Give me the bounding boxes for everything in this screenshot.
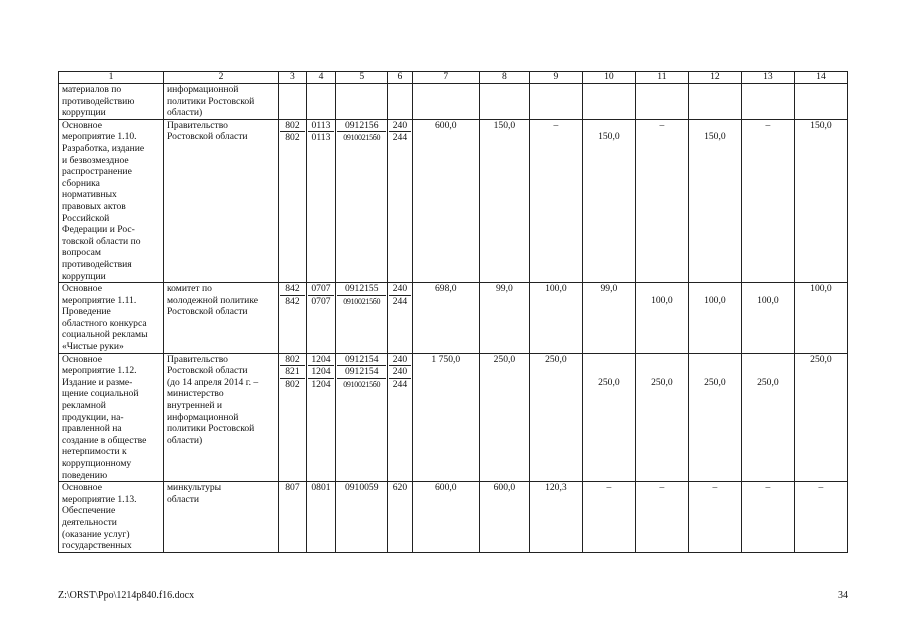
- cell-line: деятельности: [62, 516, 117, 528]
- amount-value: –: [765, 119, 771, 131]
- code-cell: [306, 482, 336, 553]
- amount-value: 150,0: [810, 119, 832, 131]
- code-line: 240: [389, 354, 410, 367]
- cell-line: областного конкурса: [62, 317, 147, 329]
- code-cell: [306, 283, 336, 354]
- code-cell: [336, 119, 388, 282]
- cell-line: вопросам: [62, 247, 101, 259]
- amount-cell: [412, 482, 479, 553]
- cell-line: информационной: [166, 84, 239, 95]
- amount-value: 698,0: [435, 283, 457, 295]
- code-cell: [336, 353, 388, 482]
- cell-line: Основное: [62, 119, 102, 131]
- code-cell: [336, 283, 388, 354]
- code-line: 802: [285, 378, 300, 390]
- code-line: 240: [389, 120, 410, 133]
- code-line: 802: [280, 354, 305, 367]
- code-line: 09100215б0: [343, 133, 381, 143]
- code-line: 09100215б0: [343, 296, 381, 306]
- amount-value: 100,0: [810, 283, 832, 295]
- table-body: [59, 84, 848, 553]
- col-header: 4: [306, 72, 336, 84]
- amount-cell: [688, 84, 741, 120]
- executor-cell: [163, 119, 278, 282]
- cell-line: поведению: [62, 469, 108, 481]
- amount-cell: [794, 119, 847, 282]
- amount-cell: [794, 84, 847, 120]
- cell-line: социальной рекламы: [62, 329, 148, 341]
- amount-cell: [688, 119, 741, 282]
- code-line: 0113: [308, 120, 335, 133]
- cell-line: коррупционному: [62, 458, 132, 469]
- budget-table: [58, 71, 848, 553]
- amount-value: 1 750,0: [431, 353, 461, 365]
- cell-line: Основное: [62, 482, 102, 494]
- code-cell: [306, 353, 336, 482]
- code-line: 244: [392, 295, 408, 307]
- cell-line: Проведение: [62, 306, 111, 318]
- code-line: 0801: [311, 482, 331, 494]
- amount-cell: [529, 119, 582, 282]
- amount-value: 100,0: [545, 283, 567, 295]
- cell-line: и безвозмездное: [62, 154, 129, 166]
- cell-line: мероприятие 1.13.: [62, 493, 137, 505]
- amount-cell: [635, 283, 688, 354]
- amount-value: 250,0: [810, 353, 832, 365]
- code-line: 0912156: [337, 120, 386, 133]
- cell-line: коррупции: [62, 107, 106, 119]
- cell-line: информационной: [166, 411, 239, 423]
- amount-cell: [635, 353, 688, 482]
- cell-line: правовых актов: [62, 200, 126, 212]
- cell-line: Правительство: [166, 119, 228, 131]
- page-number: 34: [838, 590, 848, 601]
- table-row: [59, 84, 848, 120]
- amount-value: 250,0: [493, 353, 516, 365]
- amount-cell: [582, 482, 635, 553]
- amount-cell: [479, 84, 529, 120]
- amount-cell: [582, 84, 635, 120]
- col-header: 9: [529, 72, 582, 84]
- executor-cell: [163, 84, 278, 120]
- cell-line: области: [166, 493, 200, 505]
- amount-value: 100,0: [757, 294, 779, 306]
- amount-cell: [479, 283, 529, 354]
- cell-line: политики Ростовской: [166, 95, 255, 107]
- code-cell: [388, 482, 412, 553]
- code-cell: [336, 84, 388, 120]
- amount-cell: [412, 283, 479, 354]
- amount-value: 150,0: [493, 119, 516, 131]
- amount-value: 100,0: [651, 294, 673, 306]
- code-line: 240: [389, 283, 410, 296]
- amount-cell: [688, 283, 741, 354]
- amount-cell: [741, 482, 794, 553]
- table-row: [59, 482, 848, 553]
- col-header: 8: [479, 72, 529, 84]
- cell-line: мероприятие 1.10.: [62, 131, 137, 143]
- amount-value: –: [712, 482, 718, 494]
- cell-line: государственных: [62, 540, 132, 552]
- cell-line: Разработка, издание: [62, 142, 145, 154]
- cell-line: рекламной: [62, 400, 106, 412]
- cell-line: продукции, на-: [62, 411, 124, 423]
- code-line: 0912155: [337, 283, 386, 296]
- executor-cell: [163, 283, 278, 354]
- cell-line: нетерпимости к: [62, 446, 127, 458]
- activity-cell: [59, 283, 164, 354]
- amount-value: 99,0: [600, 283, 618, 295]
- col-header: 3: [279, 72, 307, 84]
- cell-line: сборника: [62, 177, 100, 189]
- amount-cell: [412, 119, 479, 282]
- table-row: [59, 283, 848, 354]
- cell-line: нормативных: [62, 189, 117, 201]
- amount-value: –: [606, 482, 612, 494]
- code-line: 620: [392, 482, 408, 494]
- cell-line: Российской: [62, 212, 110, 224]
- code-cell: [388, 283, 412, 354]
- amount-cell: [529, 283, 582, 354]
- code-cell: [388, 353, 412, 482]
- col-header: 2: [163, 72, 278, 84]
- amount-cell: [741, 283, 794, 354]
- table-row: [59, 119, 848, 282]
- amount-cell: [794, 353, 847, 482]
- amount-cell: [635, 482, 688, 553]
- amount-value: 600,0: [435, 482, 457, 494]
- amount-cell: [479, 482, 529, 553]
- amount-cell: [412, 84, 479, 120]
- cell-line: Ростовской области: [166, 131, 248, 143]
- amount-cell: [741, 84, 794, 120]
- cell-line: «Чистые руки»: [62, 341, 124, 353]
- amount-cell: [479, 119, 529, 282]
- amount-cell: [529, 353, 582, 482]
- col-header: 13: [741, 72, 794, 84]
- code-line: 842: [280, 283, 305, 296]
- code-line: 802: [280, 120, 305, 133]
- cell-line: Правительство: [166, 353, 228, 365]
- header-row: [59, 72, 848, 84]
- code-cell: [279, 119, 307, 282]
- code-line: 802: [285, 132, 300, 144]
- code-line: 0910059: [344, 482, 379, 494]
- code-line: 09100215б0: [343, 379, 381, 389]
- amount-value: –: [765, 482, 771, 494]
- col-header: 1: [59, 72, 164, 84]
- cell-line: материалов по: [62, 84, 122, 95]
- cell-line: Основное: [62, 353, 102, 365]
- amount-value: 99,0: [496, 283, 513, 295]
- amount-cell: [479, 353, 529, 482]
- code-line: 0113: [311, 132, 331, 144]
- cell-line: щение социальной: [62, 388, 139, 400]
- amount-value: 250,0: [545, 353, 567, 365]
- amount-value: 250,0: [704, 376, 726, 388]
- amount-cell: [582, 283, 635, 354]
- amount-value: –: [659, 482, 665, 494]
- cell-line: (оказание услуг): [62, 528, 130, 540]
- amount-cell: [741, 119, 794, 282]
- table-row: [59, 353, 848, 482]
- code-line: 0912154: [337, 366, 386, 379]
- code-line: 0707: [311, 295, 331, 307]
- code-line: 842: [285, 295, 300, 307]
- amount-value: 600,0: [493, 482, 516, 494]
- cell-line: молодежной политике: [166, 294, 258, 306]
- cell-line: внутренней и: [166, 400, 223, 412]
- code-cell: [388, 119, 412, 282]
- amount-cell: [635, 84, 688, 120]
- col-header: 6: [388, 72, 412, 84]
- amount-cell: [688, 482, 741, 553]
- code-line: 240: [389, 366, 410, 379]
- amount-cell: [529, 482, 582, 553]
- cell-line: товской области по: [62, 235, 141, 247]
- amount-value: 150,0: [704, 131, 726, 143]
- amount-cell: [794, 482, 847, 553]
- amount-cell: [582, 353, 635, 482]
- amount-cell: [529, 84, 582, 120]
- cell-line: Федерации и Рос-: [62, 224, 135, 236]
- cell-line: коррупции: [62, 270, 106, 282]
- amount-value: –: [553, 119, 559, 131]
- cell-line: области): [166, 107, 203, 119]
- cell-line: мероприятие 1.11.: [62, 294, 137, 306]
- cell-line: противодействия: [62, 258, 132, 270]
- executor-cell: [163, 353, 278, 482]
- code-cell: [279, 482, 307, 553]
- activity-cell: [59, 84, 164, 120]
- cell-line: минкультуры: [166, 482, 222, 494]
- amount-value: 100,0: [704, 294, 726, 306]
- cell-line: Ростовской области: [166, 306, 248, 318]
- cell-line: Основное: [62, 283, 102, 295]
- col-header: 5: [336, 72, 388, 84]
- code-line: 244: [392, 132, 408, 144]
- cell-line: мероприятие 1.12.: [62, 365, 137, 377]
- amount-cell: [635, 119, 688, 282]
- cell-line: противодействию: [62, 95, 135, 107]
- amount-value: 150,0: [598, 131, 620, 143]
- code-cell: [279, 353, 307, 482]
- code-cell: [306, 84, 336, 120]
- file-path: Z:\ORST\Ppo\1214p840.f16.docx: [58, 590, 195, 601]
- code-line: 1204: [311, 378, 331, 390]
- code-line: 0912154: [337, 354, 386, 367]
- amount-cell: [741, 353, 794, 482]
- cell-line: распространение: [62, 166, 132, 178]
- amount-value: 250,0: [757, 376, 779, 388]
- amount-value: –: [818, 482, 824, 494]
- col-header: 7: [412, 72, 479, 84]
- code-cell: [306, 119, 336, 282]
- code-cell: [388, 84, 412, 120]
- cell-line: комитет по: [166, 283, 212, 295]
- activity-cell: [59, 482, 164, 553]
- amount-cell: [412, 353, 479, 482]
- code-line: 821: [280, 366, 305, 379]
- activity-cell: [59, 353, 164, 482]
- col-header: 12: [688, 72, 741, 84]
- cell-line: Ростовской области: [166, 365, 248, 377]
- amount-cell: [794, 283, 847, 354]
- col-header: 10: [582, 72, 635, 84]
- code-cell: [336, 482, 388, 553]
- code-line: 807: [285, 482, 300, 494]
- amount-value: 250,0: [598, 376, 620, 388]
- executor-cell: [163, 482, 278, 553]
- amount-value: 250,0: [651, 376, 673, 388]
- col-header: 14: [794, 72, 847, 84]
- amount-cell: [688, 353, 741, 482]
- amount-value: 120,3: [545, 482, 567, 494]
- amount-value: –: [659, 119, 665, 131]
- code-cell: [279, 84, 307, 120]
- code-cell: [279, 283, 307, 354]
- cell-line: Обеспечение: [62, 505, 116, 517]
- code-line: 1204: [308, 366, 335, 379]
- cell-line: (до 14 апреля 2014 г. –: [166, 376, 259, 388]
- cell-line: министерство: [166, 388, 224, 400]
- cell-line: Издание и разме-: [62, 376, 133, 388]
- code-line: 244: [392, 378, 408, 390]
- amount-value: 600,0: [435, 119, 457, 131]
- cell-line: создание в обществе: [62, 434, 147, 446]
- code-line: 0707: [308, 283, 335, 296]
- cell-line: области): [166, 434, 203, 446]
- activity-cell: [59, 119, 164, 282]
- col-header: 11: [635, 72, 688, 84]
- amount-cell: [582, 119, 635, 282]
- cell-line: политики Ростовской: [166, 423, 255, 435]
- code-line: 1204: [308, 354, 335, 367]
- cell-line: правленной на: [62, 423, 122, 435]
